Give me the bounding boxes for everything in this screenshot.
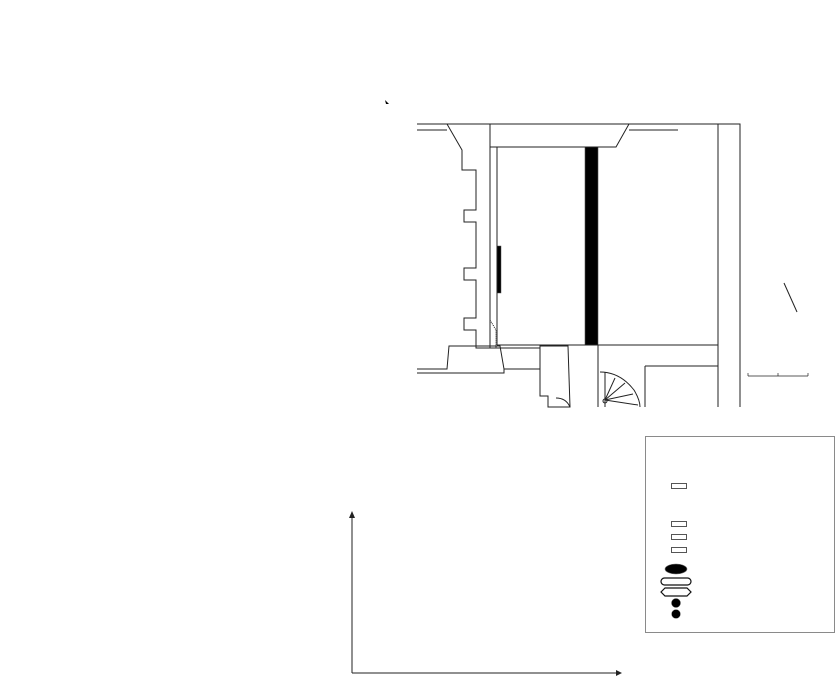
wall-cour-right bbox=[540, 346, 570, 407]
cartouche-feuillage-icon bbox=[661, 578, 691, 585]
motif-y-arrow bbox=[349, 511, 355, 518]
motif-x-arrow bbox=[616, 670, 622, 676]
motif-diagram bbox=[349, 511, 622, 676]
door-arc bbox=[556, 398, 570, 407]
cursor-mark bbox=[385, 100, 389, 104]
plan-scale bbox=[748, 373, 808, 376]
stair-step bbox=[605, 400, 638, 405]
wall-top bbox=[490, 124, 629, 147]
joining-joist bbox=[497, 246, 501, 293]
cartouche-geometrique-icon bbox=[661, 588, 691, 596]
wall-salle-chambre bbox=[447, 124, 490, 348]
masque-icon bbox=[665, 564, 687, 574]
wall-right-outer bbox=[735, 124, 740, 407]
north-arrow bbox=[784, 283, 797, 312]
legend-box bbox=[645, 436, 835, 633]
door-swing bbox=[490, 320, 496, 348]
stair-curve bbox=[600, 372, 640, 407]
wall-right-inner bbox=[678, 124, 718, 407]
fleur-jaune-icon bbox=[672, 610, 681, 619]
legend-symbols bbox=[646, 437, 836, 634]
wall-cour-left bbox=[417, 346, 504, 373]
ceiling-beam bbox=[585, 147, 598, 345]
stair-step bbox=[605, 378, 615, 400]
fleur-bleue-icon bbox=[672, 599, 681, 608]
